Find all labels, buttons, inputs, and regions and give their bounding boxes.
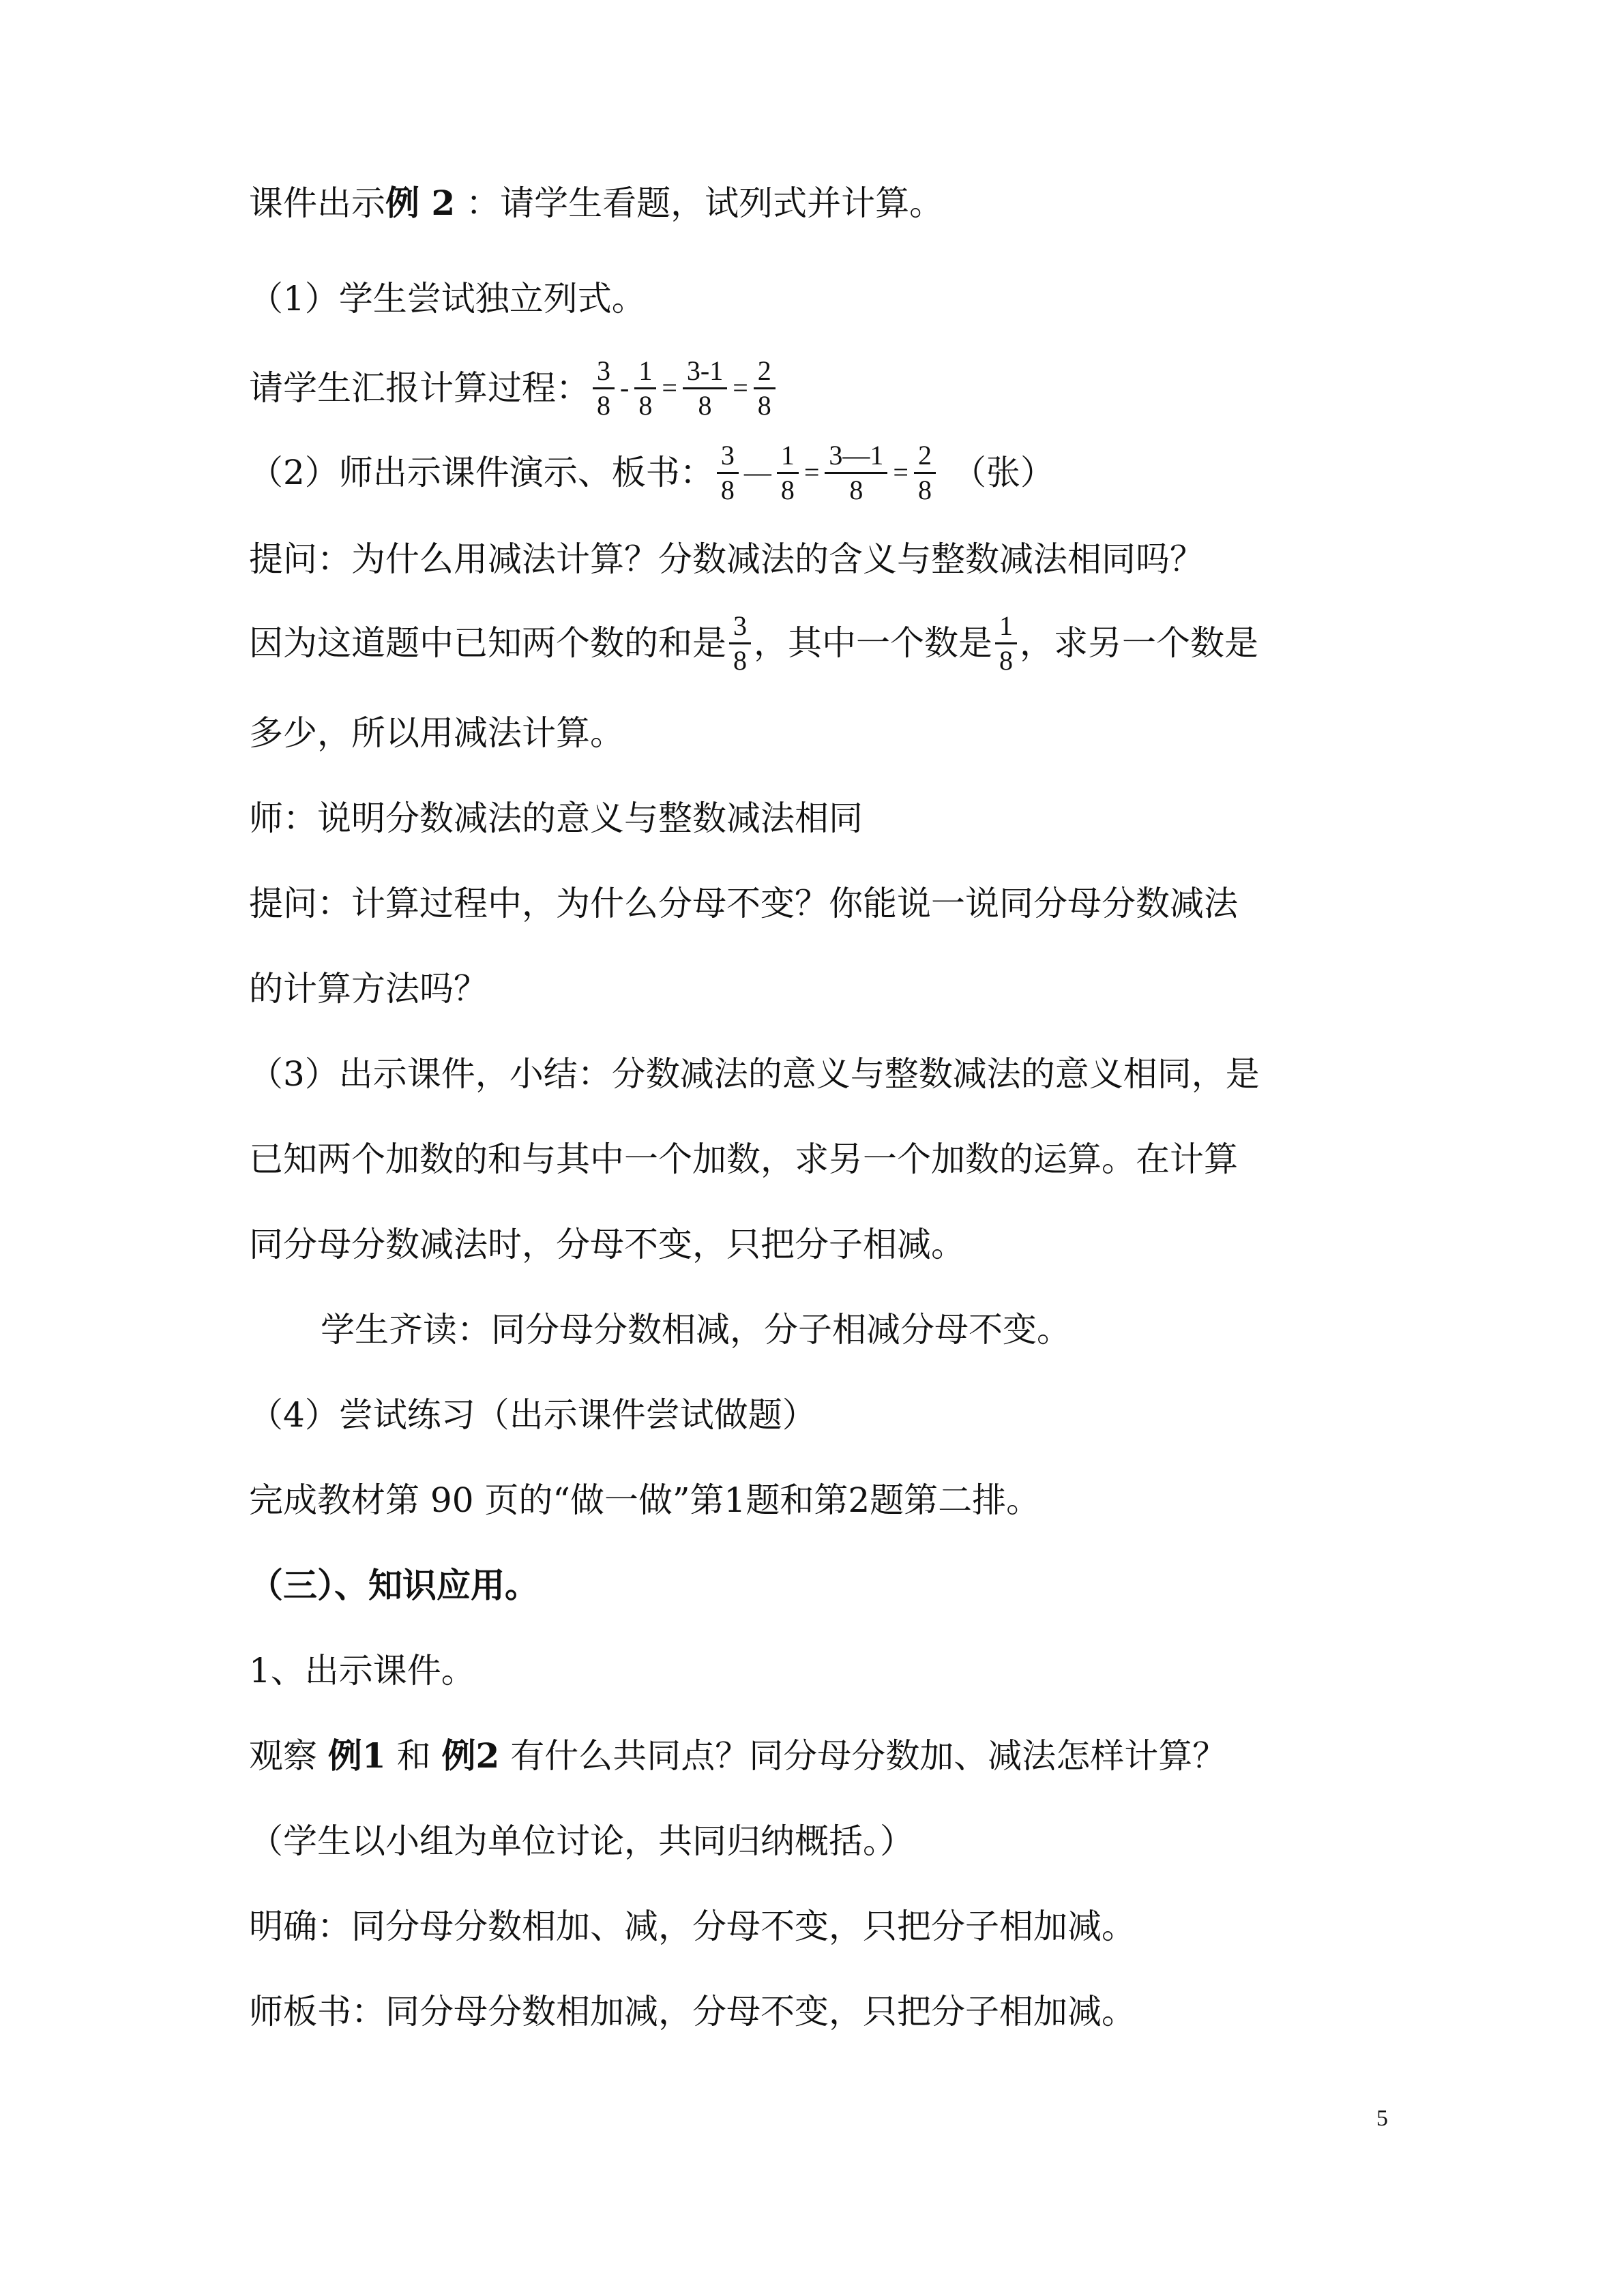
fraction: $\frac{1}{8}$ bbox=[995, 610, 1017, 677]
equals-sign: = bbox=[733, 372, 748, 403]
section-heading: （三）、知识应用。 bbox=[249, 1565, 539, 1605]
text: 和 bbox=[385, 1736, 442, 1776]
paragraph-text: 师：说明分数减法的意义与整数减法相同 bbox=[249, 799, 863, 838]
text: ：请学生看题，试列式并计算。 bbox=[455, 183, 944, 223]
fraction: $\frac{1}{8}$ bbox=[634, 355, 656, 422]
page-number: 5 bbox=[1376, 2106, 1388, 2131]
example-label: 例2 bbox=[441, 1735, 500, 1776]
paragraph-step1: （1）学生尝试独立列式。 bbox=[249, 279, 646, 318]
text: 观察 bbox=[249, 1736, 328, 1776]
equals-sign: = bbox=[893, 457, 909, 488]
paragraph-reason bbox=[249, 606, 1258, 681]
text: ，其中一个数是 bbox=[754, 623, 992, 663]
equals-sign: = bbox=[803, 457, 820, 488]
text: 因为这道题中已知两个数的和是 bbox=[249, 623, 726, 663]
fraction: $\frac{3}{8}$ bbox=[729, 610, 751, 677]
paragraph-step4: （4）尝试练习（出示课件尝试做题） bbox=[249, 1395, 816, 1435]
fraction: $\frac{2}{8}$ bbox=[914, 439, 936, 507]
paragraph-text: 完成教材第 90 页的“做一做”第1题和第2题第二排。 bbox=[249, 1480, 1041, 1520]
text: 请学生汇报计算过程： bbox=[249, 368, 590, 408]
paragraph-summary: （3）出示课件，小结：分数减法的意义与整数减法的意义相同，是 bbox=[249, 1054, 1260, 1094]
paragraph-text: 已知两个加数的和与其中一个加数，求另一个加数的运算。在计算 bbox=[249, 1139, 1238, 1179]
fraction: $\frac{3-1}{8}$ bbox=[683, 355, 727, 422]
example-label: 例 2 bbox=[385, 183, 456, 223]
paragraph-text: 提问：计算过程中，为什么分母不变？你能说一说同分母分数减法 bbox=[249, 884, 1238, 923]
paragraph-text: 师板书：同分母分数相加减，分母不变，只把分子相加减。 bbox=[249, 1992, 1136, 2031]
fraction: $\frac{3}{8}$ bbox=[593, 355, 615, 422]
minus-sign: — bbox=[743, 457, 771, 488]
paragraph-observe bbox=[249, 1735, 1226, 1776]
equals-sign: = bbox=[662, 372, 677, 403]
paragraph-text: 的计算方法吗？ bbox=[249, 969, 488, 1009]
paragraph-example2 bbox=[249, 183, 943, 224]
paragraph-question: 提问：为什么用减法计算？分数减法的含义与整数减法相同吗？ bbox=[249, 539, 1204, 579]
text: （2）师出示课件演示、板书： bbox=[249, 453, 714, 492]
paragraph-text: 明确：同分母分数相加、减，分母不变，只把分子相加减。 bbox=[249, 1907, 1136, 1946]
unit-label: （张） bbox=[951, 453, 1054, 492]
paragraph-text: 1、出示课件。 bbox=[249, 1651, 475, 1690]
text: 有什么共同点？同分母分数加、减法怎样计算？ bbox=[499, 1736, 1227, 1776]
fraction: $\frac{2}{8}$ bbox=[754, 355, 776, 422]
paragraph-text: 同分母分数减法时，分母不变，只把分子相减。 bbox=[249, 1225, 965, 1264]
paragraph-text: 学生齐读：同分母分数相减，分子相减分母不变。 bbox=[321, 1310, 1071, 1350]
paragraph-step2 bbox=[249, 435, 1054, 510]
fraction: $\frac{3}{8}$ bbox=[717, 439, 739, 507]
text: ，求另一个数是 bbox=[1020, 623, 1258, 663]
minus-sign: - bbox=[620, 372, 630, 403]
fraction: $\frac{1}{8}$ bbox=[777, 439, 799, 507]
fraction: $\frac{3—1}{8}$ bbox=[825, 439, 887, 507]
paragraph-text: （学生以小组为单位讨论，共同归纳概括。） bbox=[249, 1821, 914, 1861]
paragraph-text: 多少，所以用减法计算。 bbox=[249, 713, 624, 753]
text: 课件出示 bbox=[249, 183, 385, 223]
paragraph-report bbox=[249, 351, 778, 426]
example-label: 例1 bbox=[327, 1735, 386, 1776]
